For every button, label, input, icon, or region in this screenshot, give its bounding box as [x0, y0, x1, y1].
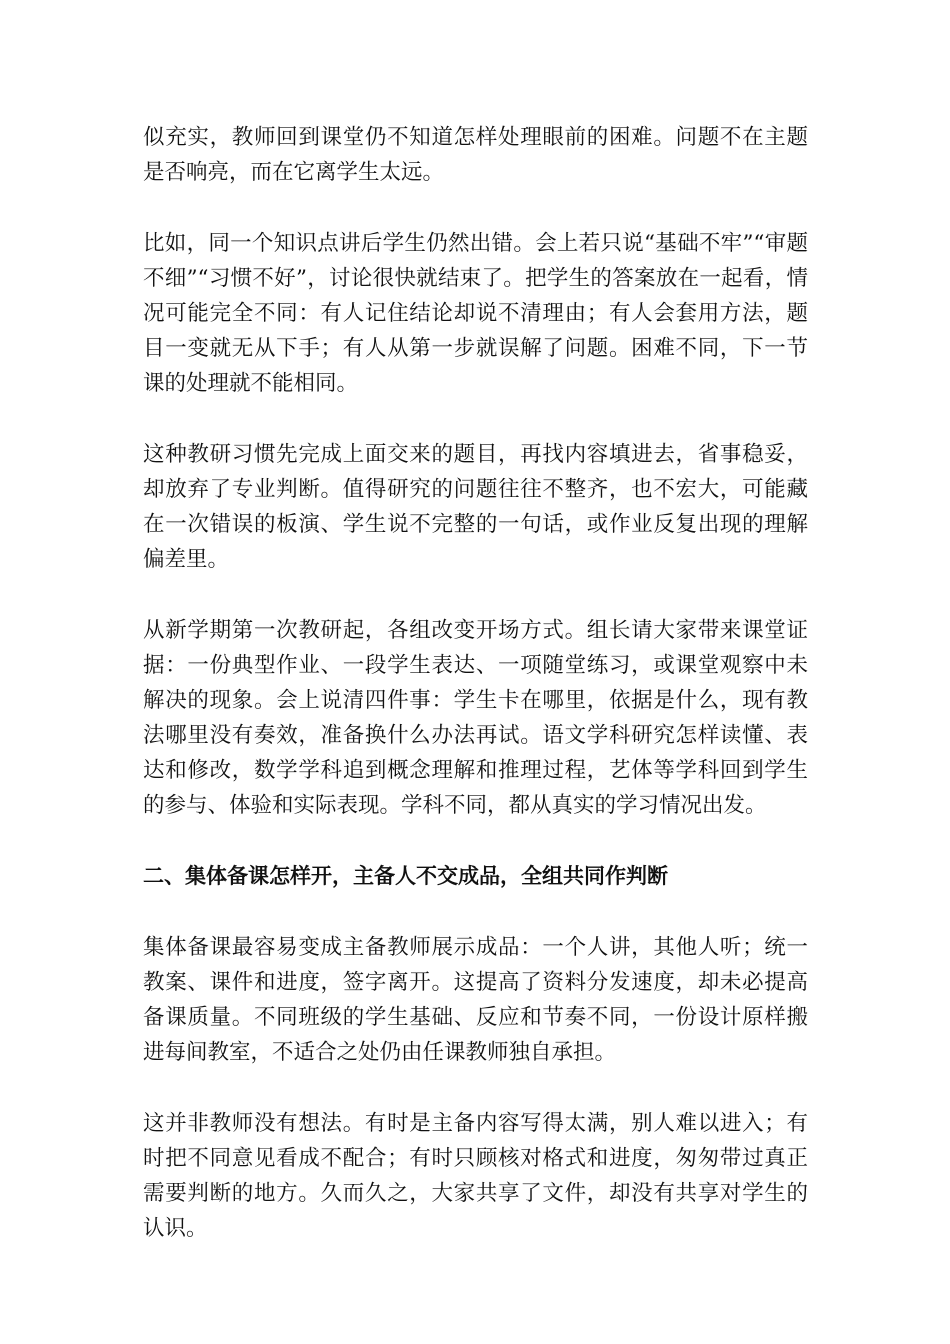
document-body [143, 120, 808, 1282]
paragraph: 似充实，教师回到课堂仍不知道怎样处理眼前的困难。问题不在主题是否响亮，而在它离学生太远。 [143, 125, 808, 185]
paragraph: 这种教研习惯先完成上面交来的题目，再找内容填进去，省事稳妥，却放弃了专业判断。值得研究的问题往往不整齐，也不宏大，可能藏在一次错误的板演、学生说不完整的一句话，或作业反复出现的理解偏差里。 [143, 442, 808, 572]
paragraph: 集体备课最容易变成主备教师展示成品：一个人讲，其他人听；统一教案、课件和进度，签字离开。这提高了资料分发速度，却未必提高备课质量。不同班级的学生基础、反应和节奏不同，一份设计原样搬进每间教室，不适合之处仍由任课教师独自承担。 [143, 935, 808, 1065]
paragraph: 这并非教师没有想法。有时是主备内容写得太满，别人难以进入；有时把不同意见看成不配合；有时只顾核对格式和进度，匆匆带过真正需要判断的地方。久而久之，大家共享了文件，却没有共享对学生的认识。 [143, 1111, 808, 1241]
paragraph: 比如，同一个知识点讲后学生仍然出错。会上若只说“基础不牢”“审题不细”“习惯不好”，讨论很快就结束了。把学生的答案放在一起看，情况可能完全不同：有人记住结论却说不清理由；有人会套用方法，题目一变就无从下手；有人从第一步就误解了问题。困难不同，下一节课的处理就不能相同。 [143, 231, 808, 396]
section-heading: 二、集体备课怎样开，主备人不交成品，全组共同作判断 [143, 864, 668, 888]
paragraph: 从新学期第一次教研起，各组改变开场方式。组长请大家带来课堂证据：一份典型作业、一段学生表达、一项随堂练习，或课堂观察中未解决的现象。会上说清四件事：学生卡在哪里，依据是什么，现有教法哪里没有奏效，准备换什么办法再试。语文学科研究怎样读懂、表达和修改，数学学科追到概念理解和推理过程，艺体等学科回到学生的参与、体验和实际表现。学科不同，都从真实的学习情况出发。 [143, 618, 808, 818]
